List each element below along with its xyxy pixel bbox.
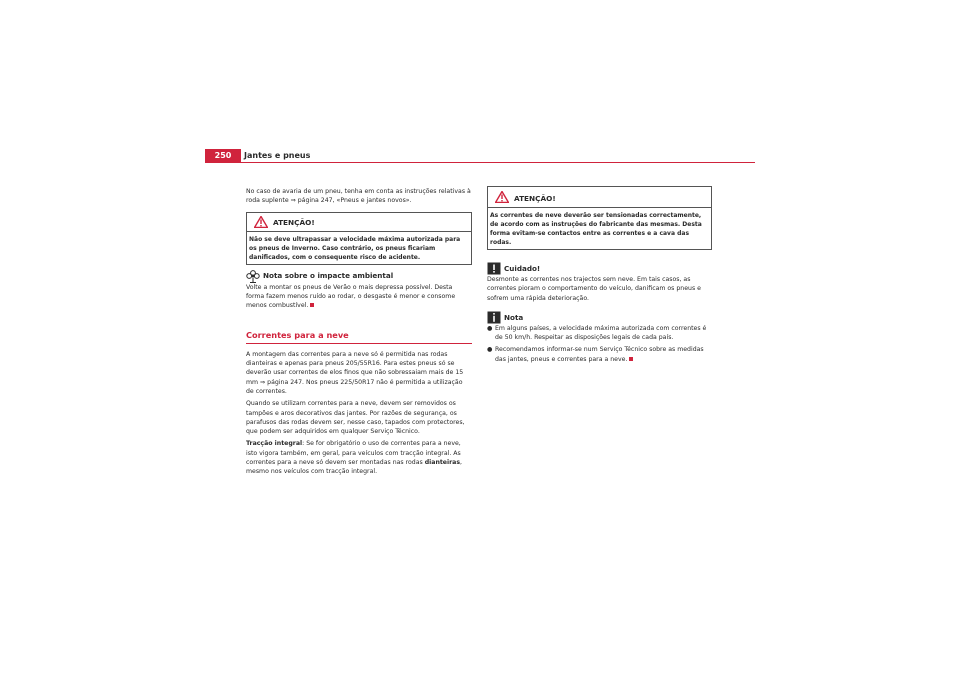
end-mark bbox=[629, 357, 633, 361]
warning-title: ATENÇÃO! bbox=[273, 217, 315, 227]
note-heading bbox=[487, 311, 712, 324]
note-item: ● Recomendamos informar-se num Serviço Técnico sobre as medidas das jantes, pneus e correntes para a neve. bbox=[487, 346, 704, 363]
chains-warning-title: ATENÇÃO! bbox=[514, 194, 556, 203]
chains-paragraph-3: Tracção integral: Se for obrigatório o uso de correntes para a neve, isto vigora também, em geral, para veículos com tracção integral. As correntes para a neve só devem ser montadas nas rodas dianteiras, mesmo nos veículos com tracção integral. bbox=[246, 440, 463, 476]
warning-box bbox=[246, 212, 472, 265]
note-icon bbox=[487, 311, 501, 324]
chains-paragraph-1: A montagem das correntes para a neve só é permitida nas rodas dianteiras e apenas para pneus 205/55R16. Para estes pneus só se deverão usar correntes de elos finos que não sobressaiam mais de 15 mm ⇒ página 247. Nos pneus 225/50R17 não é permitida a utilização de correntes. bbox=[246, 350, 464, 395]
env-note-heading bbox=[246, 270, 472, 283]
caution-icon bbox=[487, 262, 501, 275]
chains-warning-text: As correntes de neve deverão ser tensionadas correctamente, de acordo com as instruções do fabricante das mesmas. Desta forma evitam-se contactos entre as correntes e a cava das rodas. bbox=[490, 212, 702, 246]
warning-text: Não se deve ultrapassar a velocidade máxima autorizada para os pneus de Inverno. Caso contrário, os pneus ficariam danificados, com o consequente risco de acidente. bbox=[249, 235, 461, 261]
env-note-text: Volte a montar os pneus de Verão o mais depressa possível. Desta forma fazem menos ruído ao rodar, o desgaste é menor e consome menos combustível. bbox=[246, 283, 456, 310]
intro-paragraph: No caso de avaria de um pneu, tenha em conta as instruções relativas à roda suplente ⇒ página 247, «Pneus e jantes novos». bbox=[246, 188, 471, 205]
left-column bbox=[246, 187, 472, 480]
header-rule bbox=[241, 162, 755, 163]
caution-heading bbox=[487, 262, 712, 275]
bullet: ● bbox=[487, 324, 493, 332]
note-item: ● Em alguns países, a velocidade máxima autorizada com correntes é de 50 km/h. Respeitar as disposições legais de cada país. bbox=[487, 324, 707, 342]
right-column bbox=[487, 186, 712, 367]
caution-text: Desmonte as correntes nos trajectos sem neve. Em tais casos, as correntes pioram o comportamento do veículo, danificam os pneus e sofrem uma rápida deterioração. bbox=[487, 276, 701, 302]
env-note-title: Nota sobre o impacte ambiental bbox=[263, 271, 394, 281]
flower-icon bbox=[246, 270, 260, 283]
page-header-title: Jantes e pneus bbox=[244, 151, 311, 160]
warning-triangle-icon bbox=[254, 216, 268, 228]
chains-warning-header bbox=[488, 187, 711, 208]
caution-title: Cuidado! bbox=[504, 263, 541, 273]
note-title: Nota bbox=[504, 312, 524, 322]
page-number: 250 bbox=[205, 149, 241, 163]
section-title: Correntes para a neve bbox=[246, 331, 472, 343]
chains-paragraph-2: Quando se utilizam correntes para a neve, devem ser removidos os tampões e aros decorativos das jantes. Por razões de segurança, os parafusos das rodas devem ser, nesse caso, tapados com protectores, que podem ser adquiridos em qualquer Serviço Técnico. bbox=[246, 400, 465, 436]
bullet: ● bbox=[487, 346, 493, 354]
chains-warning-box bbox=[487, 186, 712, 250]
end-mark bbox=[310, 303, 314, 307]
warning-triangle-icon bbox=[495, 191, 509, 203]
warning-header bbox=[247, 213, 471, 232]
